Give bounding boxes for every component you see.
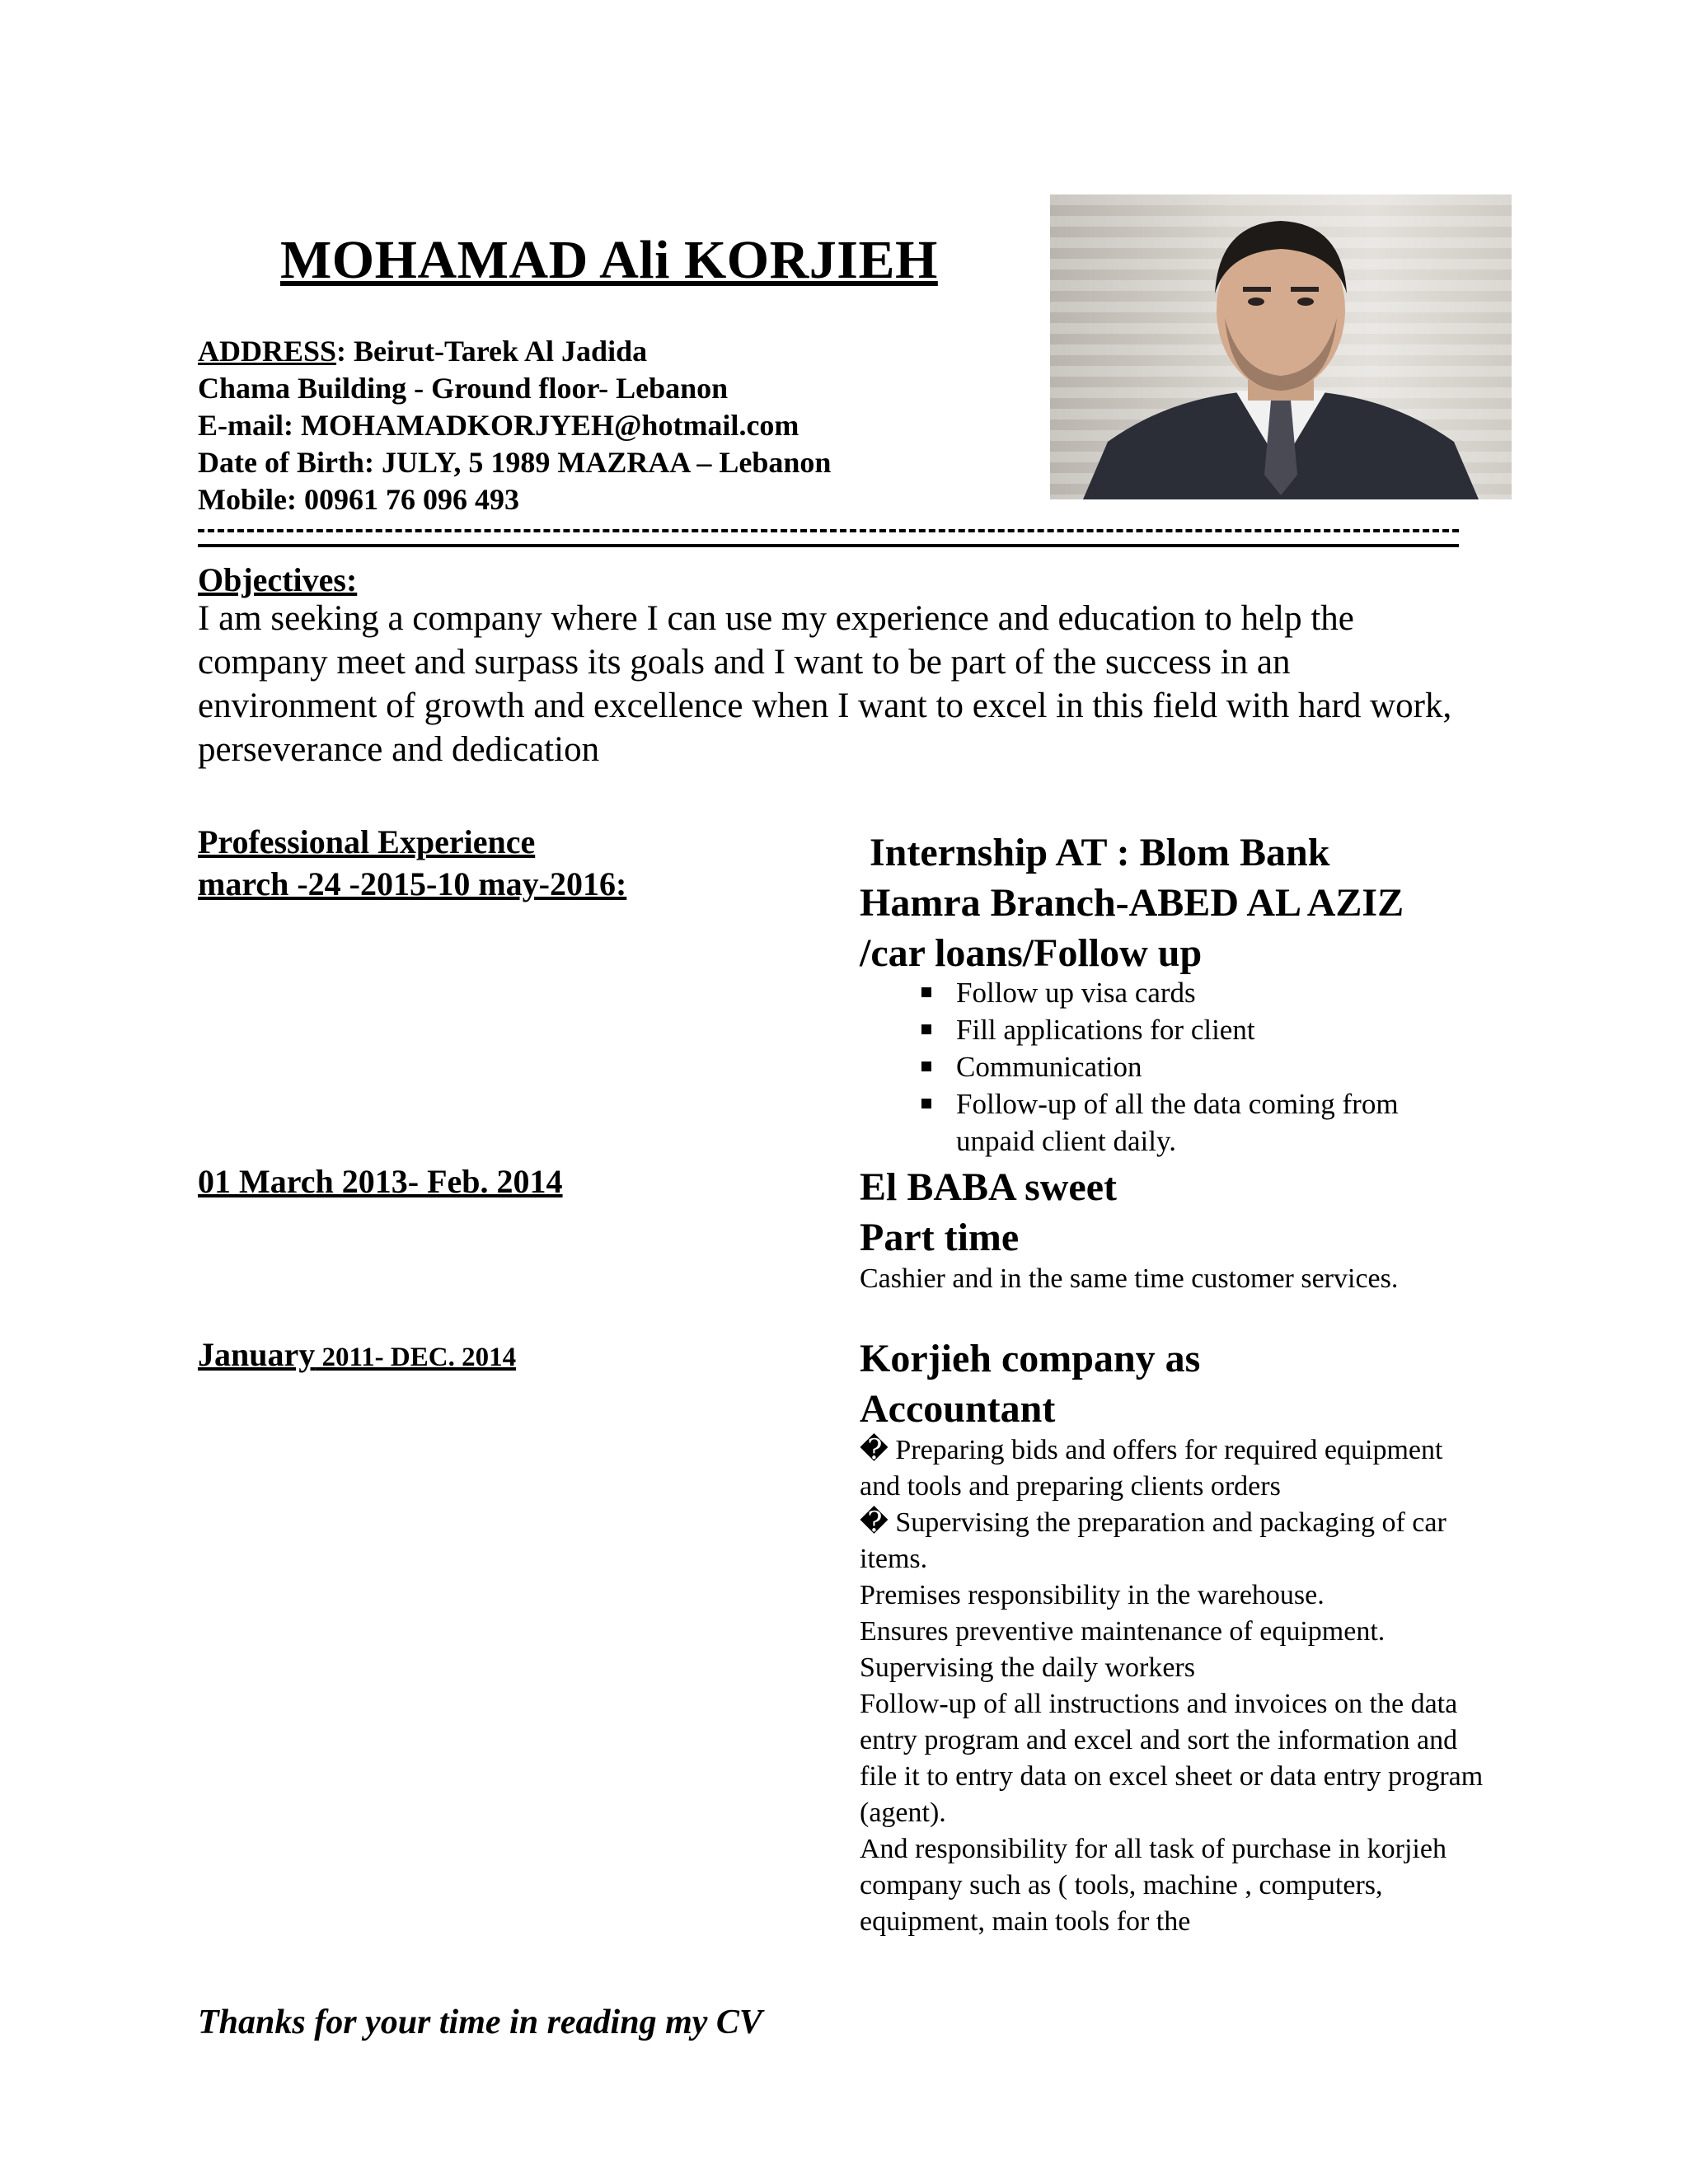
- list-item: Supervising the daily workers: [860, 1652, 1195, 1683]
- list-item: Communication: [907, 1048, 1467, 1085]
- list-item: Fill applications for client: [907, 1011, 1467, 1048]
- address-line-2: Chama Building - Ground floor- Lebanon: [198, 372, 729, 405]
- list-item: Premises responsibility in the warehouse.: [860, 1580, 1325, 1610]
- job2-title: [860, 1162, 1117, 1263]
- objectives-text: I am seeking a company where I can use my experience and education to help the company meet and surpass its goals and I want to be part of the success in an environment of growth and excellence when I want to excel in this field with hard work, perseverance and dedication: [198, 599, 1452, 769]
- candidate-name: MOHAMAD Ali KORJIEH: [280, 230, 938, 290]
- address-line: [198, 333, 831, 370]
- birth-line: Date of Birth: JULY, 5 1989 MAZRAA – Lebanon: [198, 446, 832, 479]
- list-item: Follow-up of all instructions and invoices on the data entry program and excel and sort the information and file it to entry data on excel sheet or data entry program (agent).: [860, 1689, 1484, 1828]
- job2-dates: 01 March 2013- Feb. 2014: [198, 1163, 563, 1200]
- job3-dates-month: January: [198, 1336, 316, 1373]
- mobile-line: Mobile: 00961 76 096 493: [198, 483, 519, 516]
- list-item: Ensures preventive maintenance of equipment.: [860, 1616, 1386, 1647]
- job2-description: Cashier and in the same time customer services.: [860, 1263, 1399, 1294]
- job3-description: [860, 1432, 1486, 1940]
- portrait-image: [1050, 194, 1512, 499]
- job2-title-line2: Part time: [860, 1216, 1020, 1259]
- job1-dates: march -24 -2015-10 may-2016:: [198, 865, 627, 902]
- email-line: E-mail: MOHAMADKORJYEH@hotmail.com: [198, 409, 799, 442]
- job3-title-line2: Accountant: [860, 1387, 1056, 1431]
- job2-title-line1: El BABA sweet: [860, 1165, 1117, 1209]
- list-item: � Preparing bids and offers for required equipment and tools and preparing clients orders: [860, 1435, 1443, 1502]
- list-item: � Supervising the preparation and packaging of car items.: [860, 1507, 1447, 1574]
- list-item: Follow-up of all the data coming from unpaid client daily.: [907, 1085, 1467, 1160]
- job1-title: [860, 827, 1404, 978]
- address-value: : Beirut-Tarek Al Jadida: [336, 335, 648, 368]
- objectives-heading: Objectives:: [198, 561, 358, 598]
- list-item: Follow up visa cards: [907, 974, 1467, 1011]
- job1-title-line2: Hamra Branch-ABED AL AZIZ: [860, 881, 1404, 925]
- closing-thanks: Thanks for your time in reading my CV: [198, 2004, 762, 2041]
- experience-heading: Professional Experience: [198, 823, 536, 860]
- profile-photo: [1050, 194, 1512, 499]
- list-item: And responsibility for all task of purchase in korjieh company such as ( tools, machine , computers, equipment, main tools for the: [860, 1834, 1447, 1937]
- job1-title-line3: /car loans/Follow up: [860, 931, 1203, 975]
- job3-title-line1: Korjieh company as: [860, 1337, 1201, 1380]
- job3-dates: [198, 1333, 516, 1379]
- job3-dates-range: 2011- DEC. 2014: [315, 1343, 517, 1372]
- address-label: ADDRESS: [198, 335, 337, 368]
- contact-block: [198, 333, 831, 518]
- job3-title: [860, 1333, 1200, 1434]
- job1-bullets: [907, 974, 1467, 1160]
- divider-dashed: [198, 529, 1459, 532]
- divider-solid: [198, 544, 1459, 547]
- job1-title-line1: Internship AT : Blom Bank: [860, 831, 1330, 874]
